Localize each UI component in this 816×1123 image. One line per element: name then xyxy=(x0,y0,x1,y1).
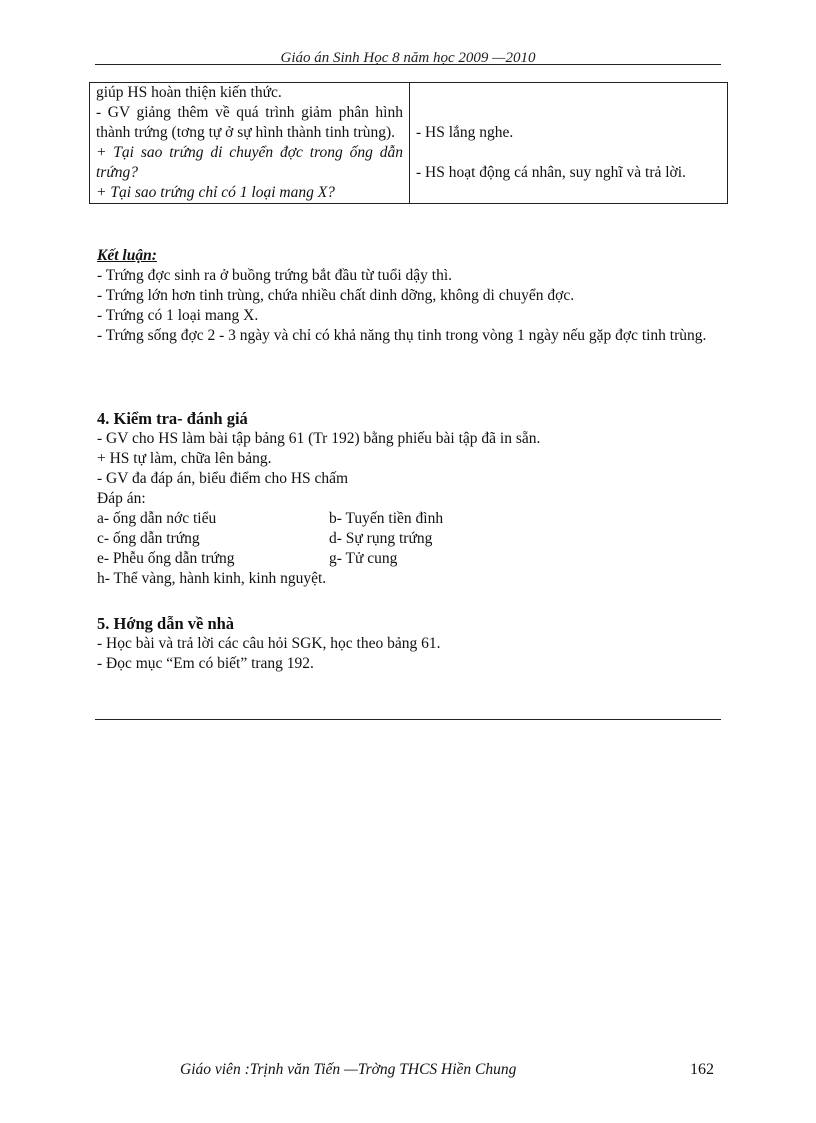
page-number: 162 xyxy=(690,1061,714,1078)
homework-line: - Đọc mục “Em có biết” trang 192. xyxy=(97,655,314,672)
answer-item: b- Tuyến tiền đình xyxy=(329,510,444,527)
conclusion-item: - Trứng lớn hơn tinh trùng, chứa nhiều chất dinh dỡng, không di chuyển đợc. xyxy=(97,287,575,304)
header-rule xyxy=(95,64,721,65)
conclusion-section xyxy=(97,246,722,346)
homework-section xyxy=(97,614,722,674)
page-header-title: Giáo án Sinh Học 8 năm học 2009 —2010 xyxy=(280,50,536,66)
assessment-line: + HS tự làm, chữa lên bảng. xyxy=(97,450,272,467)
student-line: - HS lắng nghe. xyxy=(416,124,514,141)
student-activity-cell xyxy=(410,83,728,204)
cell-spacer xyxy=(416,83,721,123)
cell-spacer xyxy=(416,143,721,163)
answer-item: g- Tử cung xyxy=(329,550,398,567)
conclusion-item: - Trứng có 1 loại mang X. xyxy=(97,307,259,324)
answer-item: a- ống dẫn nớc tiểu xyxy=(97,510,217,527)
section-title: 4. Kiểm tra- đánh giá xyxy=(97,409,248,428)
question-line: + Tại sao trứng chỉ có 1 loại mang X? xyxy=(96,184,335,201)
assessment-section xyxy=(97,409,722,589)
conclusion-title: Kết luận: xyxy=(97,247,157,264)
answers-label: Đáp án: xyxy=(97,490,146,507)
section-title: 5. Hớng dẫn về nhà xyxy=(97,614,235,633)
assessment-line: - GV đa đáp án, biểu điểm cho HS chấm xyxy=(97,470,349,487)
teacher-activity-cell xyxy=(90,83,410,204)
answer-grid xyxy=(97,509,722,569)
conclusion-item: - Trứng đợc sinh ra ở buồng trứng bắt đầu từ tuổi dậy thì. xyxy=(97,267,453,284)
lesson-activity-table xyxy=(89,82,728,204)
teacher-line: - GV giảng thêm về quá trình giảm phân hình thành trứng (tơng tự ở sự hình thành tinh trùng). xyxy=(96,104,403,141)
answer-item: c- ống dẫn trứng xyxy=(97,530,200,547)
student-line: - HS hoạt động cá nhân, suy nghĩ và trả lời. xyxy=(416,164,686,181)
answer-item: h- Thể vàng, hành kinh, kinh nguyệt. xyxy=(97,570,327,587)
homework-line: - Học bài và trả lời các câu hỏi SGK, học theo bảng 61. xyxy=(97,635,441,652)
footer-rule xyxy=(95,719,721,720)
footer-text: Giáo viên :Trịnh văn Tiến —Trờng THCS Hiền Chung xyxy=(180,1061,517,1078)
conclusion-item: - Trứng sống đợc 2 - 3 ngày và chỉ có khả năng thụ tinh trong vòng 1 ngày nếu gặp đợc tinh trùng. xyxy=(97,327,707,344)
table-row xyxy=(90,83,728,204)
assessment-line: - GV cho HS làm bài tập bảng 61 (Tr 192) bằng phiếu bài tập đã in sẵn. xyxy=(97,430,541,447)
answer-item: d- Sự rụng trứng xyxy=(329,530,433,547)
answer-item: e- Phễu ống dẫn trứng xyxy=(97,550,235,567)
question-line: + Tại sao trứng di chuyển đợc trong ống dẫn trứng? xyxy=(96,144,403,181)
page-footer xyxy=(0,1060,816,1082)
teacher-line: giúp HS hoàn thiện kiến thức. xyxy=(96,84,282,101)
